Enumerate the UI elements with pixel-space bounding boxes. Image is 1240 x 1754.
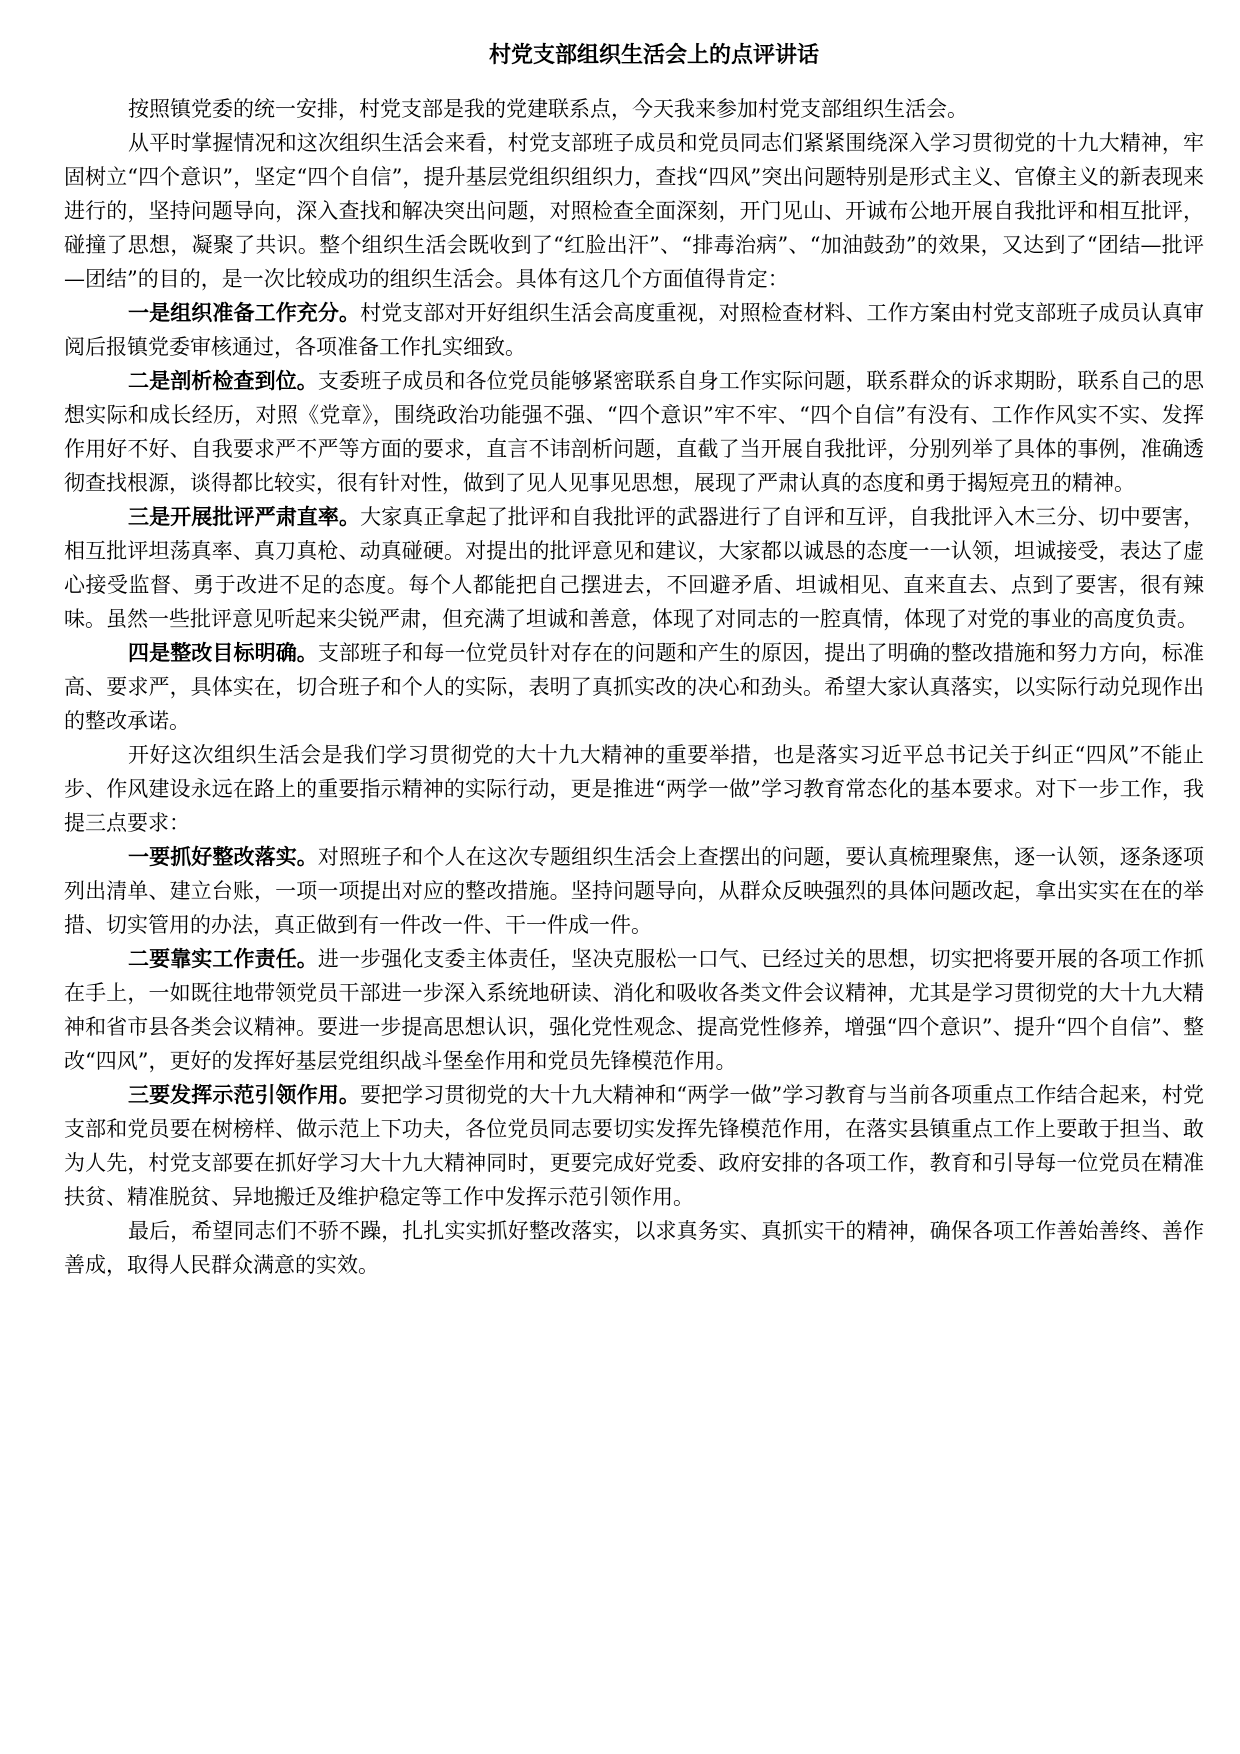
paragraph-transition: [64, 738, 1204, 840]
paragraph-text: 最后，希望同志们不骄不躁，扎扎实实抓好整改落实，以求真务实、真抓实干的精神，确保各项工作善始善终、善作善成，取得人民群众满意的实效。: [64, 1219, 1204, 1277]
paragraph-point-4: [64, 636, 1204, 738]
paragraph-closing: [64, 1214, 1204, 1282]
paragraph-text: 村党支部对开好组织生活会高度重视，对照检查材料、工作方案由村党支部班子成员认真审阅后报镇党委审核通过，各项准备工作扎实细致。: [64, 301, 1205, 359]
paragraph-text: 支部班子和每一位党员针对存在的问题和产生的原因，提出了明确的整改措施和努力方向，标准高、要求严，具体实在，切合班子和个人的实际，表明了真抓实改的决心和劲头。希望大家认真落实，以实际行动兑现作出的整改承诺。: [64, 641, 1205, 733]
paragraph-requirement-1: [64, 840, 1204, 942]
document-title: 村党支部组织生活会上的点评讲话: [488, 43, 819, 68]
paragraph-text: 大家真正拿起了批评和自我批评的武器进行了自评和互评，自我批评入木三分、切中要害，相互批评坦荡真率、真刀真枪、动真碰硬。对提出的批评意见和建议，大家都以诚恳的态度一一认领，坦诚接受，表达了虚心接受监督、勇于改进不足的态度。每个人都能把自己摆进去，不回避矛盾、坦诚相见、直来直去、点到了要害，很有辣味。虽然一些批评意见听起来尖锐严肃，但充满了坦诚和善意，体现了对同志的一腔真情，体现了对党的事业的高度负责。: [64, 505, 1205, 631]
paragraph-text: 进一步强化支委主体责任，坚决克服松一口气、已经过关的思想，切实把将要开展的各项工作抓在手上，一如既往地带领党员干部进一步深入系统地研读、消化和吸收各类文件会议精神，尤其是学习贯彻党的大十九大精神和省市县各类会议精神。要进一步提高思想认识，强化党性观念、提高党性修养，增强“四个意识”、提升“四个自信”、整改“四风”，更好的发挥好基层党组织战斗堡垒作用和党员先锋模范作用。: [64, 947, 1205, 1073]
paragraph-lead: 三是开展批评严肃直率。: [128, 505, 361, 529]
paragraph-lead: 四是整改目标明确。: [128, 641, 318, 665]
paragraph-lead: 三要发挥示范引领作用。: [128, 1083, 360, 1107]
paragraph-lead: 二要靠实工作责任。: [128, 947, 318, 971]
paragraph-text: 按照镇党委的统一安排，村党支部是我的党建联系点，今天我来参加村党支部组织生活会。: [128, 97, 968, 121]
document-page: [64, 40, 1204, 1282]
paragraph-overview: [64, 126, 1204, 296]
paragraph-requirement-2: [64, 942, 1204, 1078]
paragraph-lead: 二是剖析检查到位。: [128, 369, 318, 393]
paragraph-point-2: [64, 364, 1204, 500]
paragraph-point-1: [64, 296, 1204, 364]
paragraph-text: 对照班子和个人在这次专题组织生活会上查摆出的问题，要认真梳理聚焦，逐一认领，逐条逐项列出清单、建立台账，一项一项提出对应的整改措施。坚持问题导向，从群众反映强烈的具体问题改起，拿出实实在在的举措、切实管用的办法，真正做到有一件改一件、干一件成一件。: [64, 845, 1205, 937]
paragraph-intro: [64, 92, 1204, 126]
paragraph-text: 开好这次组织生活会是我们学习贯彻党的大十九大精神的重要举措，也是落实习近平总书记关于纠正“四风”不能止步、作风建设永远在路上的重要指示精神的实际行动，更是推进“两学一做”学习教育常态化的基本要求。对下一步工作，我提三点要求：: [64, 743, 1204, 835]
paragraph-requirement-3: [64, 1078, 1204, 1214]
paragraph-text: 支委班子成员和各位党员能够紧密联系自身工作实际问题，联系群众的诉求期盼，联系自己的思想实际和成长经历，对照《党章》，围绕政治功能强不强、“四个意识”牢不牢、“四个自信”有没有、工作作风实不实、发挥作用好不好、自我要求严不严等方面的要求，直言不讳剖析问题，直截了当开展自我批评，分别列举了具体的事例，准确透彻查找根源，谈得都比较实，很有针对性，做到了见人见事见思想，展现了严肃认真的态度和勇于揭短亮丑的精神。: [64, 369, 1205, 495]
paragraph-text: 要把学习贯彻党的大十九大精神和“两学一做”学习教育与当前各项重点工作结合起来，村党支部和党员要在树榜样、做示范上下功夫，各位党员同志要切实发挥先锋模范作用，在落实县镇重点工作上要敢于担当、敢为人先，村党支部要在抓好学习大十九大精神同时，更要完成好党委、政府安排的各项工作，教育和引导每一位党员在精准扶贫、精准脱贫、异地搬迁及维护稳定等工作中发挥示范引领作用。: [64, 1083, 1205, 1209]
paragraph-lead: 一要抓好整改落实。: [128, 845, 318, 869]
paragraph-text: 从平时掌握情况和这次组织生活会来看，村党支部班子成员和党员同志们紧紧围绕深入学习贯彻党的十九大精神，牢固树立“四个意识”，坚定“四个自信”，提升基层党组织组织力，查找“四风”突出问题特别是形式主义、官僚主义的新表现来进行的，坚持问题导向，深入查找和解决突出问题，对照检查全面深刻，开门见山、开诚布公地开展自我批评和相互批评，碰撞了思想，凝聚了共识。整个组织生活会既收到了“红脸出汗”、“排毒治病”、“加油鼓劲”的效果，又达到了“团结—批评—团结”的目的，是一次比较成功的组织生活会。具体有这几个方面值得肯定：: [64, 131, 1204, 291]
paragraph-point-3: [64, 500, 1204, 636]
paragraph-lead: 一是组织准备工作充分。: [128, 301, 361, 325]
